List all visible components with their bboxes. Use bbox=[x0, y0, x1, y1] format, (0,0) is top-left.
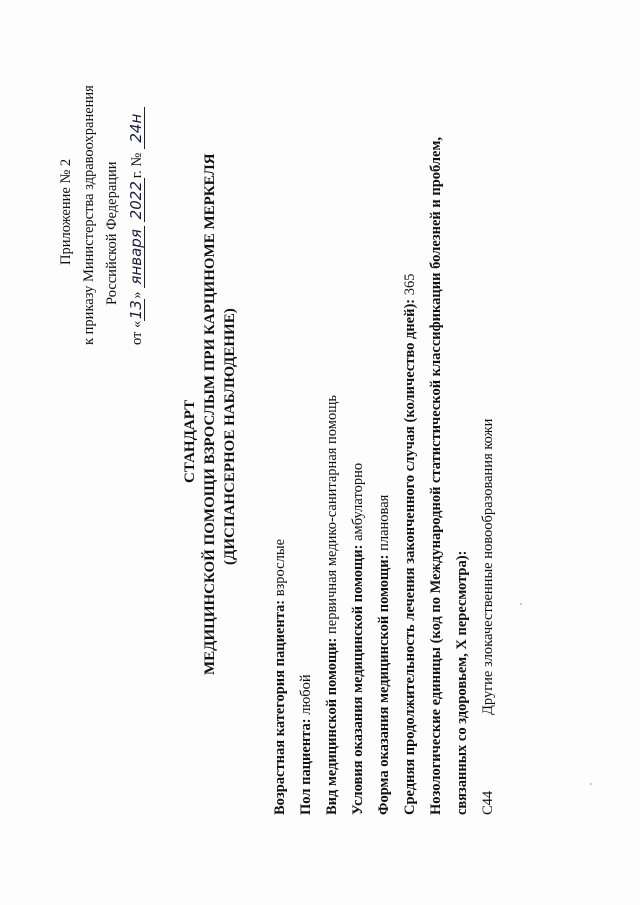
standard-subtitle-2: (ДИСПАНСЕРНОЕ НАБЛЮДЕНИЕ) bbox=[222, 308, 238, 565]
care-form-value: плановая bbox=[376, 494, 392, 551]
care-type-label: Вид медицинской помощи: bbox=[324, 637, 340, 815]
patient-sex-value: любой bbox=[298, 674, 314, 715]
order-number: 24н bbox=[128, 107, 145, 149]
icd-description: Другие злокачественные новообразования кожи bbox=[480, 418, 496, 715]
age-category-label: Возрастная категория пациента: bbox=[272, 599, 288, 815]
treatment-duration-row bbox=[401, 274, 419, 816]
treatment-duration-value: 365 bbox=[402, 273, 418, 296]
care-form-row bbox=[375, 495, 393, 815]
date-suffix: г. № bbox=[129, 152, 145, 179]
nosology-code-row bbox=[479, 419, 497, 815]
age-category-row bbox=[271, 539, 289, 815]
date-month: января bbox=[128, 226, 145, 288]
care-type-row bbox=[323, 395, 341, 815]
patient-sex-row bbox=[297, 674, 315, 815]
scan-speck bbox=[590, 783, 592, 785]
date-year: 2022 bbox=[128, 178, 145, 222]
date-mid: » bbox=[129, 291, 145, 299]
order-reference: к приказу Министерства здравоохранения bbox=[81, 85, 97, 345]
date-prefix: от « bbox=[129, 320, 145, 345]
treatment-duration-label: Средняя продолжительность лечения законченного случая (количество дней): bbox=[402, 298, 418, 815]
nosology-heading-line1: Нозологические единицы (код по Международной статистической классификации болезней и проблем, bbox=[428, 137, 444, 815]
date-day: 13 bbox=[127, 300, 145, 320]
care-form-label: Форма оказания медицинской помощи: bbox=[376, 554, 392, 815]
federation-line: Российской Федерации bbox=[104, 161, 120, 305]
care-type-value: первичная медико-санитарная помощь bbox=[324, 395, 340, 634]
appendix-number: Приложение № 2 bbox=[58, 158, 74, 265]
care-conditions-row bbox=[349, 463, 367, 815]
age-category-value: взрослые bbox=[272, 538, 288, 597]
order-date-line bbox=[128, 107, 146, 345]
standard-title: СТАНДАРТ bbox=[182, 399, 198, 483]
nosology-heading-line2: связанных со здоровьем, X пересмотра): bbox=[454, 550, 470, 815]
patient-sex-label: Пол пациента: bbox=[298, 718, 314, 815]
icd-code: C44 bbox=[480, 790, 496, 815]
care-conditions-label: Условия оказания медицинской помощи: bbox=[350, 544, 366, 815]
scan-speck bbox=[520, 603, 522, 605]
standard-subtitle: МЕДИЦИНСКОЙ ПОМОЩИ ВЗРОСЛЫМ ПРИ КАРЦИНОМЕ МЕРКЕЛЯ bbox=[202, 153, 218, 675]
care-conditions-value: амбулаторно bbox=[350, 462, 366, 541]
